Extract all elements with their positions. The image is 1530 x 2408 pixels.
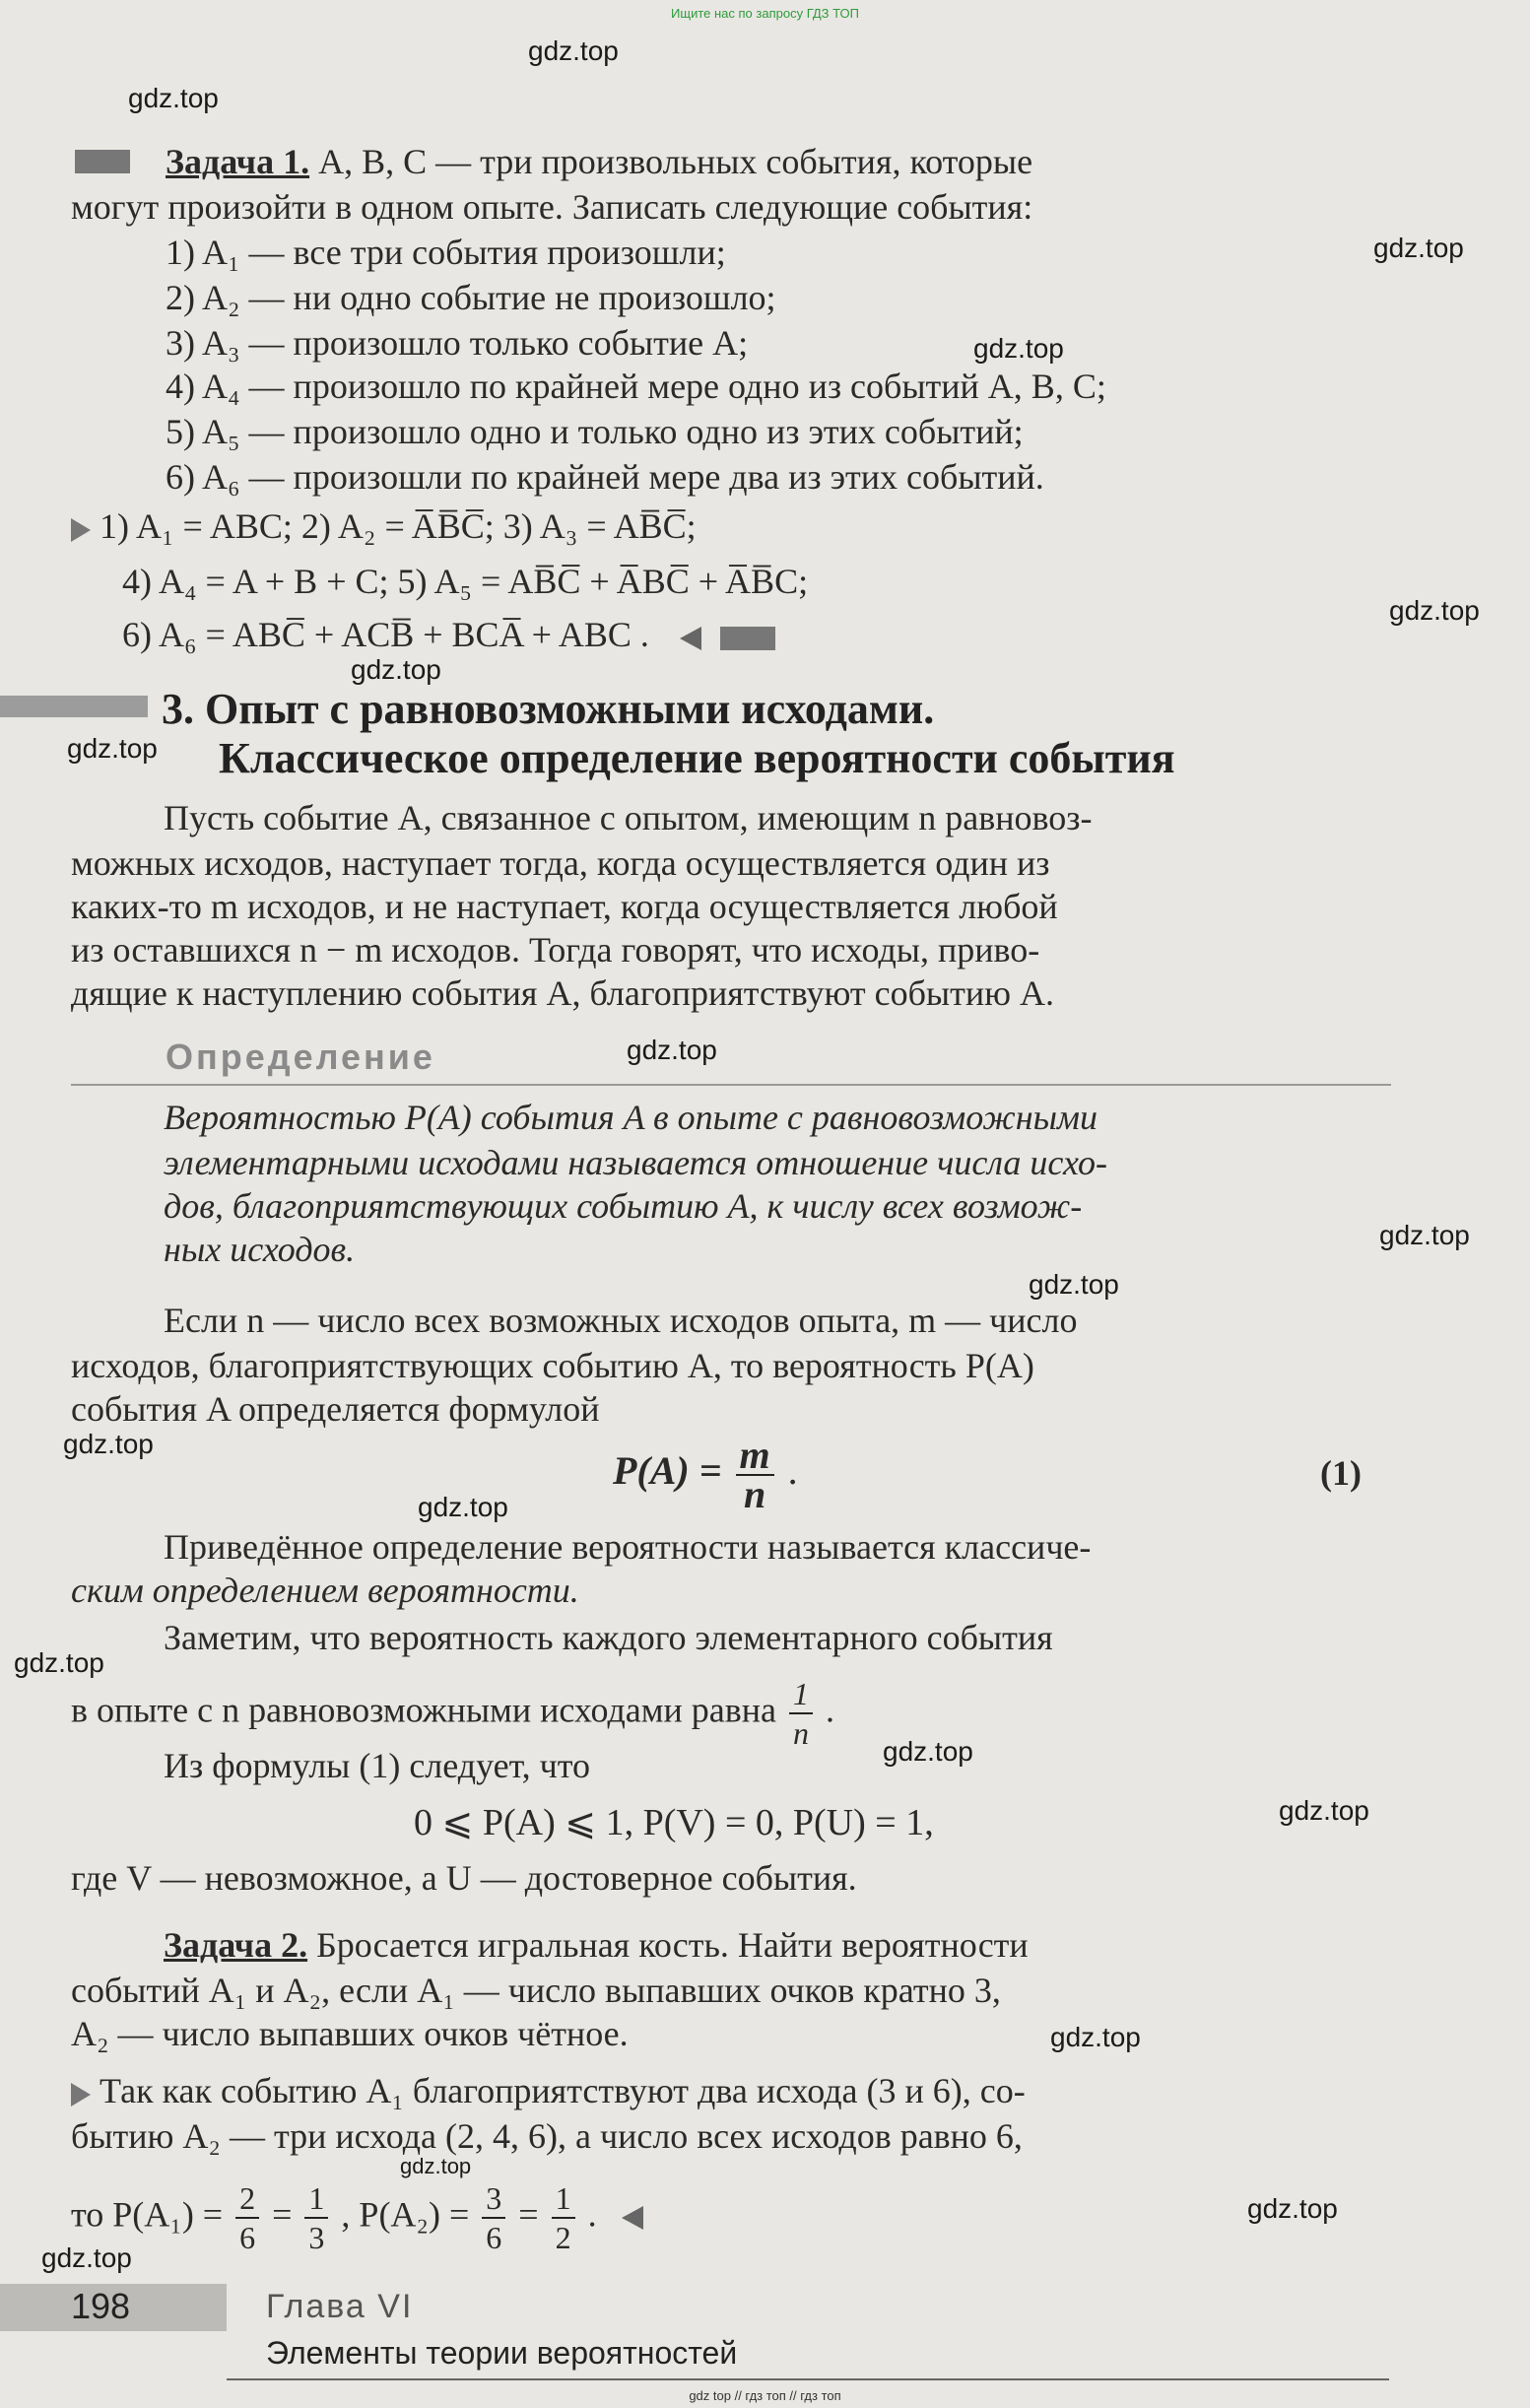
fraction-den: 6	[239, 2220, 256, 2255]
watermark: gdz.top	[63, 1429, 154, 1459]
definition-label: Определение	[166, 1037, 435, 1077]
classical-line-2: ским определением вероятности.	[71, 1571, 579, 1610]
task2-final-line	[71, 2179, 643, 2256]
consequence-line-3: где V — невозможное, а U — достоверное события.	[71, 1858, 857, 1898]
task1-item: 5) A₅ — произошло одно и только одно из этих событий;	[166, 412, 1024, 451]
solution-end-icon	[622, 2206, 643, 2230]
watermark: gdz.top	[1029, 1269, 1119, 1300]
formula-1	[613, 1433, 798, 1516]
classical-line-1: Приведённое определение вероятности называется классиче-	[164, 1527, 1092, 1567]
watermark: gdz.top	[883, 1736, 973, 1767]
intro-line: Пусть событие A, связанное с опытом, имеющим n равновоз-	[164, 798, 1093, 837]
task2-final-prefix: то P(A₁) =	[71, 2194, 224, 2235]
watermark: gdz.top	[1373, 233, 1464, 263]
task1-item: 2) A₂ — ни одно событие не произошло;	[166, 278, 776, 317]
chapter-title: Элементы теории вероятностей	[266, 2335, 738, 2371]
consequence-line-1: Из формулы (1) следует, что	[164, 1746, 590, 1785]
fraction-3-6	[482, 2179, 505, 2256]
fraction-1-2	[552, 2179, 575, 2256]
watermark: gdz.top	[1379, 1220, 1470, 1250]
task1-solution-line	[122, 613, 775, 656]
watermark: gdz.top	[627, 1035, 717, 1065]
task1-solution-2: 4) A₄ = A + B + C; 5) A₅ = AB̅C̅ + A̅BC̅ + A̅B̅C;	[122, 562, 809, 601]
definition-line: ных исходов.	[164, 1230, 356, 1269]
watermark: gdz.top	[14, 1647, 104, 1678]
definition-line: элементарными исходами называется отношение числа исхо-	[164, 1143, 1108, 1182]
task1-solution-line	[71, 504, 697, 548]
definition-line: Вероятностью P(A) события A в опыте с равновозможными	[164, 1098, 1098, 1137]
task2-solution-2: бытию A₂ — три исхода (2, 4, 6), а число всех исходов равно 6,	[71, 2116, 1023, 2156]
section-subtitle: Классическое определение вероятности события	[219, 734, 1175, 782]
task2-final-end: .	[587, 2194, 597, 2235]
consequence-formula: 0 ⩽ P(A) ⩽ 1, P(V) = 0, P(U) = 1,	[414, 1802, 934, 1843]
task2-line-1	[164, 1923, 1029, 1967]
task1-solution-3: 6) A₆ = ABC̅ + ACB̅ + BCA̅ + ABC .	[122, 615, 649, 654]
note-fraction	[789, 1675, 813, 1752]
task1-item: 4) A₄ — произошло по крайней мере одно из событий A, B, C;	[166, 367, 1106, 406]
watermark: gdz.top	[41, 2242, 132, 2273]
watermark: gdz.top	[128, 83, 219, 113]
solution-end-icon	[680, 627, 701, 650]
formula-1-tag: (1)	[1320, 1453, 1362, 1493]
task2-text-3: A₂ — число выпавших очков чётное.	[71, 2014, 629, 2053]
intro-line: дящие к наступлению события A, благоприятствуют событию A.	[71, 973, 1054, 1013]
classical-paragraph-line	[164, 1525, 1091, 1569]
footer-rule	[227, 2378, 1389, 2380]
formula-paragraph-line: Если n — число всех возможных исходов опыта, m — число	[164, 1301, 1078, 1340]
fraction-num: 2	[235, 2179, 259, 2219]
formula-paragraph-line: события A определяется формулой	[71, 1389, 600, 1429]
watermark: gdz.top	[1389, 595, 1480, 626]
watermark: gdz.top	[1050, 2022, 1141, 2052]
watermark: gdz.top	[1247, 2193, 1338, 2224]
task1-label: Задача 1.	[166, 142, 310, 181]
task1-item: 1) A₁ — все три события произошли;	[166, 233, 726, 272]
watermark: gdz.top	[351, 654, 441, 685]
footer-note: gdz top // гдз топ // гдз топ	[689, 2388, 841, 2403]
task1-intro-line1	[166, 140, 1032, 183]
equals: =	[272, 2194, 293, 2235]
formula-1-numerator: m	[736, 1437, 774, 1476]
definition-line: дов, благоприятствующих событию A, к числу всех возмож-	[164, 1186, 1083, 1226]
section-title: 3. Опыт с равновозможными исходами.	[162, 685, 935, 733]
task-marker-icon	[720, 627, 775, 650]
header-note: Ищите нас по запросу ГДЗ ТОП	[671, 6, 859, 21]
watermark: gdz.top	[418, 1492, 508, 1522]
formula-1-fraction	[736, 1433, 774, 1516]
note-fraction-num: 1	[789, 1675, 813, 1714]
watermark: gdz.top	[973, 333, 1064, 364]
solution-start-icon	[71, 518, 91, 542]
solution-start-icon	[71, 2083, 91, 2107]
note-fraction-den: n	[793, 1715, 810, 1751]
formula-1-tail: .	[787, 1448, 798, 1494]
note-line-1: Заметим, что вероятность каждого элементарного события	[164, 1618, 1053, 1657]
fraction-1-3	[304, 2179, 328, 2256]
fraction-num: 1	[304, 2179, 328, 2219]
chapter-label: Глава VI	[266, 2288, 414, 2325]
intro-line: из оставшихся n − m исходов. Тогда говорят, что исходы, приво-	[71, 930, 1040, 970]
note-line-2-text: в опыте с n равновозможными исходами равна	[71, 1690, 777, 1730]
fraction-den: 2	[555, 2220, 571, 2255]
formula-1-denominator: n	[743, 1472, 766, 1516]
watermark: gdz.top	[400, 2154, 472, 2178]
definition-rule	[71, 1084, 1391, 1086]
watermark: gdz.top	[1279, 1795, 1369, 1826]
task2-final-mid: , P(A₂) =	[341, 2194, 470, 2235]
task1-item: 6) A₆ — произошли по крайней мере два из этих событий.	[166, 457, 1044, 497]
task2-text-1: Бросается игральная кость. Найти вероятности	[316, 1925, 1029, 1965]
note-line-2	[71, 1675, 834, 1752]
section-band	[0, 696, 148, 717]
fraction-2-6	[235, 2179, 259, 2256]
task1-solution-1: 1) A₁ = ABC; 2) A₂ = A̅B̅C̅; 3) A₃ = AB̅C̅;	[100, 506, 697, 546]
task2-label: Задача 2.	[164, 1925, 308, 1965]
task2-solution-1: Так как событию A₁ благоприятствуют два исхода (3 и 6), со-	[100, 2071, 1026, 2110]
task1-item: 3) A₃ — произошло только событие A;	[166, 323, 749, 363]
formula-paragraph-line: исходов, благоприятствующих событию A, то вероятность P(A)	[71, 1346, 1034, 1385]
watermark: gdz.top	[528, 35, 619, 66]
fraction-num: 1	[552, 2179, 575, 2219]
task1-intro1: A, B, C — три произвольных события, которые	[318, 142, 1033, 181]
formula-1-lhs: P(A) =	[613, 1448, 722, 1494]
task2-text-2: событий A₁ и A₂, если A₁ — число выпавших очков кратно 3,	[71, 1971, 1001, 2010]
intro-line: каких-то m исходов, и не наступает, когда осуществляется любой	[71, 887, 1058, 926]
watermark: gdz.top	[67, 733, 158, 764]
fraction-num: 3	[482, 2179, 505, 2219]
task1-intro2: могут произойти в одном опыте. Записать следующие события:	[71, 187, 1033, 227]
note-tail: .	[826, 1690, 835, 1730]
fraction-den: 6	[486, 2220, 502, 2255]
equals: =	[518, 2194, 539, 2235]
task-marker-icon	[75, 150, 130, 173]
intro-line: можных исходов, наступает тогда, когда осуществляется один из	[71, 843, 1050, 883]
page-number: 198	[71, 2286, 131, 2326]
fraction-den: 3	[308, 2220, 325, 2255]
task2-solution-line-1	[71, 2069, 1026, 2112]
